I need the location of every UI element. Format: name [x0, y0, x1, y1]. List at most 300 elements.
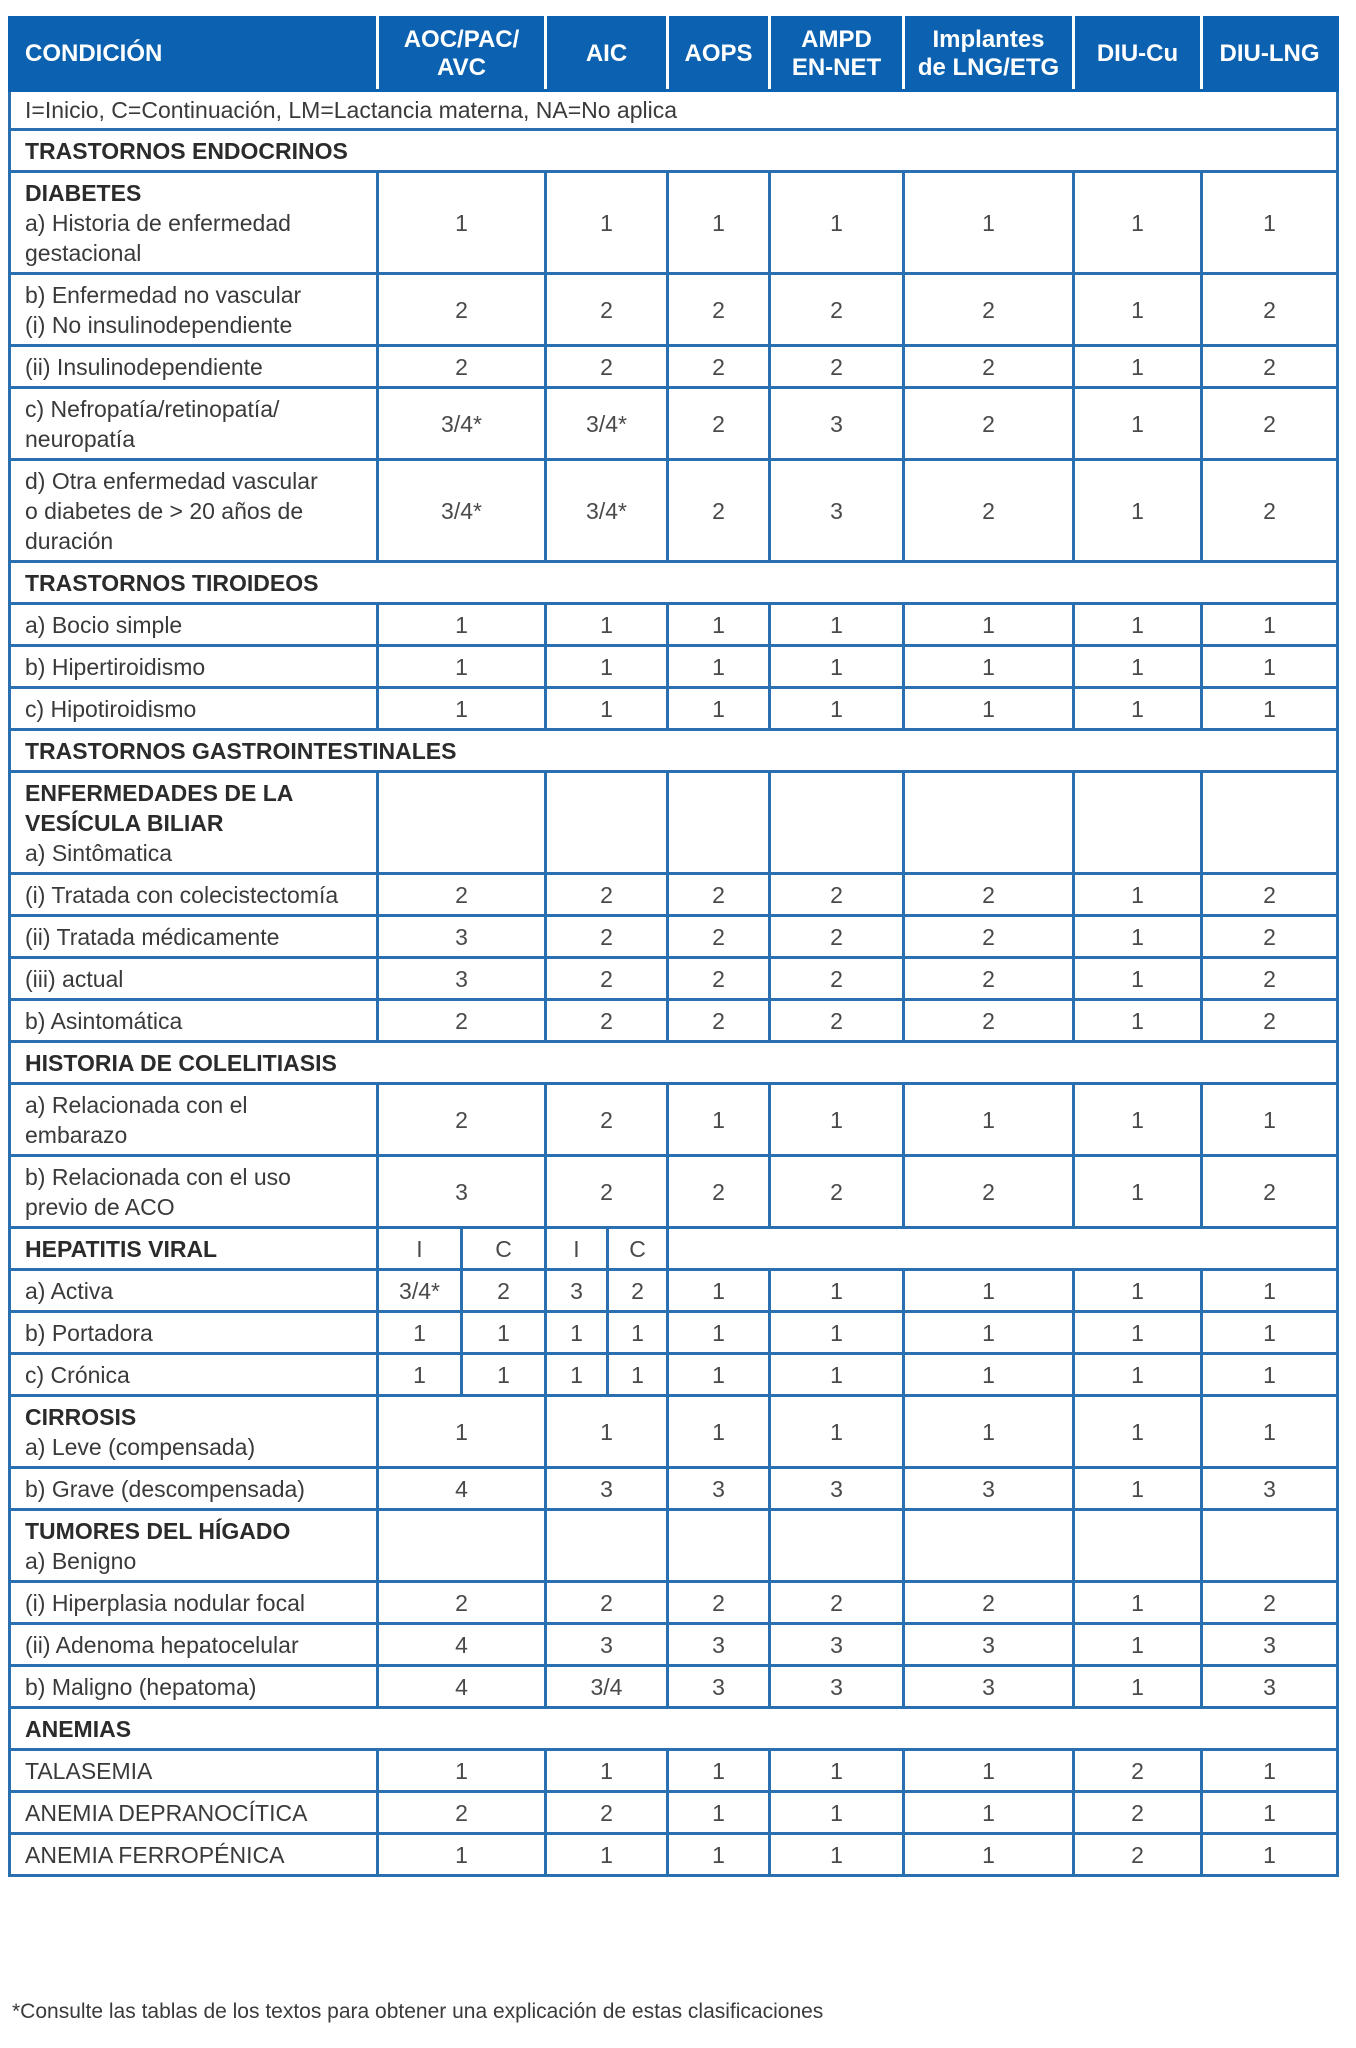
cell-aoc: 2	[378, 1582, 546, 1624]
table-row	[10, 1750, 1338, 1792]
cell-implantes	[904, 772, 1074, 874]
condition-cell	[10, 1156, 378, 1228]
cell-ampd: 2	[770, 958, 904, 1000]
cell-diu-lng: 3	[1202, 1624, 1338, 1666]
cell-diu-cu: 1	[1074, 1156, 1202, 1228]
table-row	[10, 1468, 1338, 1510]
cell-aops: 2	[668, 1582, 770, 1624]
cell-aic: 2	[546, 1582, 668, 1624]
cell-aops: 1	[668, 646, 770, 688]
cell-implantes	[904, 1510, 1074, 1582]
condition-label: b) Relacionada con el uso previo de ACO	[25, 1163, 291, 1220]
cell-aops: 2	[668, 388, 770, 460]
cell-ampd: 2	[770, 1582, 904, 1624]
cell-aops: 1	[668, 1396, 770, 1468]
header-aops: AOPS	[668, 18, 770, 91]
condition-cell	[10, 274, 378, 346]
cell-aops: 1	[668, 172, 770, 274]
cell-diu-cu: 1	[1074, 1396, 1202, 1468]
cell-ampd: 1	[770, 1270, 904, 1312]
section-label: HISTORIA DE COLELITIASIS	[10, 1042, 1338, 1084]
table-row	[10, 460, 1338, 562]
condition-label: c) Hipotiroidismo	[25, 695, 197, 722]
table-row	[10, 688, 1338, 730]
cell-aoc: 2	[378, 1084, 546, 1156]
condition-label: ANEMIA DEPRANOCÍTICA	[25, 1799, 308, 1826]
cell-diu-lng: 2	[1202, 874, 1338, 916]
cell-aoc: 3	[378, 1156, 546, 1228]
subheader-continuacion: C	[462, 1228, 546, 1270]
cell-implantes: 1	[904, 646, 1074, 688]
cell-aops: 1	[668, 1834, 770, 1876]
cell-ampd: 1	[770, 1396, 904, 1468]
cell-diu-cu	[1074, 1510, 1202, 1582]
cell-ampd: 2	[770, 916, 904, 958]
cell-aoc: 2	[378, 1000, 546, 1042]
table-row	[10, 1396, 1338, 1468]
cell-aic: 1	[546, 646, 668, 688]
table-row	[10, 646, 1338, 688]
condition-cell	[10, 1624, 378, 1666]
condition-cell	[10, 1834, 378, 1876]
condition-cell	[10, 958, 378, 1000]
cell-aoc: 1	[378, 172, 546, 274]
cell-aops: 3	[668, 1666, 770, 1708]
cell-aic: 2	[546, 274, 668, 346]
cell-diu-cu: 2	[1074, 1834, 1202, 1876]
cell-aic: 2	[546, 916, 668, 958]
cell-implantes: 2	[904, 958, 1074, 1000]
cell-ampd: 2	[770, 874, 904, 916]
condition-label: (ii) Adenoma hepatocelular	[25, 1631, 299, 1658]
cell-diu-lng: 1	[1202, 1750, 1338, 1792]
cell-aic: 2	[546, 958, 668, 1000]
cell-implantes: 1	[904, 1750, 1074, 1792]
cell-aops: 1	[668, 688, 770, 730]
cell-implantes: 3	[904, 1624, 1074, 1666]
cell-ampd: 1	[770, 688, 904, 730]
cell-aic: 3	[546, 1624, 668, 1666]
table-row	[10, 874, 1338, 916]
cell-implantes: 2	[904, 874, 1074, 916]
cell-aops: 2	[668, 1000, 770, 1042]
cell-aic	[546, 772, 668, 874]
cell-diu-cu: 1	[1074, 1354, 1202, 1396]
condition-cell	[10, 460, 378, 562]
cell-aic: 2	[546, 1084, 668, 1156]
cell-ampd	[770, 772, 904, 874]
cell-ampd: 1	[770, 1354, 904, 1396]
cell-aic: 1	[546, 1834, 668, 1876]
section-row	[10, 130, 1338, 172]
cell-aops: 2	[668, 874, 770, 916]
cell-aoc: 3	[378, 958, 546, 1000]
cell-diu-lng	[1202, 1510, 1338, 1582]
cell-diu-lng: 2	[1202, 460, 1338, 562]
condition-label: (iii) actual	[25, 965, 124, 992]
table-row	[10, 1624, 1338, 1666]
cell-ampd: 3	[770, 1666, 904, 1708]
cell-diu-lng	[1202, 772, 1338, 874]
header-ampd: AMPD EN-NET	[770, 18, 904, 91]
condition-cell	[10, 1582, 378, 1624]
cell-diu-cu: 1	[1074, 688, 1202, 730]
table-row	[10, 346, 1338, 388]
condition-heading: ENFERMEDADES DE LA VESÍCULA BILIAR	[25, 779, 294, 836]
table-row	[10, 1156, 1338, 1228]
cell-implantes: 2	[904, 1000, 1074, 1042]
section-label: TRASTORNOS TIROIDEOS	[10, 562, 1338, 604]
cell-implantes: 3	[904, 1468, 1074, 1510]
cell-aoc: 4	[378, 1624, 546, 1666]
condition-label: (ii) Insulinodependiente	[25, 353, 263, 380]
cell-diu-cu: 2	[1074, 1750, 1202, 1792]
cell-diu-cu: 1	[1074, 1666, 1202, 1708]
condition-cell	[10, 1084, 378, 1156]
section-label: ANEMIAS	[10, 1708, 1338, 1750]
cell-aoc-inicio: 3/4*	[378, 1270, 462, 1312]
cell-aoc: 2	[378, 1792, 546, 1834]
cell-aops: 2	[668, 460, 770, 562]
condition-label: a) Leve (compensada)	[25, 1433, 256, 1460]
cell-implantes: 1	[904, 1792, 1074, 1834]
cell-aoc: 3	[378, 916, 546, 958]
cell-aic: 3/4*	[546, 388, 668, 460]
section-row	[10, 562, 1338, 604]
cell-aic: 3/4	[546, 1666, 668, 1708]
cell-aops: 2	[668, 346, 770, 388]
cell-diu-lng: 2	[1202, 274, 1338, 346]
condition-label: a) Activa	[25, 1277, 114, 1304]
table-row	[10, 274, 1338, 346]
table-row	[10, 388, 1338, 460]
table-row	[10, 958, 1338, 1000]
cell-aic: 1	[546, 1750, 668, 1792]
cell-implantes: 1	[904, 172, 1074, 274]
cell-aic	[546, 1510, 668, 1582]
cell-diu-lng: 2	[1202, 916, 1338, 958]
condition-cell	[10, 604, 378, 646]
cell-aic-inicio: 3	[546, 1270, 608, 1312]
cell-aoc: 4	[378, 1468, 546, 1510]
section-row	[10, 1042, 1338, 1084]
cell-diu-cu: 1	[1074, 172, 1202, 274]
table-row	[10, 1312, 1338, 1354]
condition-cell	[10, 1396, 378, 1468]
condition-cell	[10, 1000, 378, 1042]
cell-ampd: 1	[770, 1834, 904, 1876]
cell-diu-lng: 2	[1202, 958, 1338, 1000]
cell-aoc	[378, 772, 546, 874]
cell-diu-cu: 1	[1074, 274, 1202, 346]
cell-diu-lng: 2	[1202, 346, 1338, 388]
condition-cell	[10, 346, 378, 388]
condition-label: b) Portadora	[25, 1319, 153, 1346]
condition-cell	[10, 1354, 378, 1396]
cell-ampd: 3	[770, 388, 904, 460]
cell-diu-cu: 1	[1074, 1582, 1202, 1624]
condition-label: a) Historia de enfermedad gestacional	[25, 209, 291, 266]
cell-diu-cu: 1	[1074, 1312, 1202, 1354]
cell-ampd: 1	[770, 604, 904, 646]
subheader-inicio: I	[378, 1228, 462, 1270]
condition-label: b) Enfermedad no vascular (i) No insulinodependiente	[25, 281, 302, 338]
cell-aic-continuacion: 1	[608, 1354, 668, 1396]
cell-diu-lng: 3	[1202, 1666, 1338, 1708]
condition-cell	[10, 1792, 378, 1834]
table-row	[10, 1834, 1338, 1876]
table-row	[10, 172, 1338, 274]
header-implantes: Implantes de LNG/ETG	[904, 18, 1074, 91]
condition-cell	[10, 1270, 378, 1312]
empty-cell	[668, 1228, 1338, 1270]
condition-cell	[10, 172, 378, 274]
condition-cell	[10, 688, 378, 730]
cell-ampd: 1	[770, 172, 904, 274]
cell-aops: 2	[668, 916, 770, 958]
condition-label: c) Crónica	[25, 1361, 130, 1388]
cell-implantes: 2	[904, 1156, 1074, 1228]
cell-diu-cu: 1	[1074, 958, 1202, 1000]
cell-diu-lng: 1	[1202, 1312, 1338, 1354]
cell-implantes: 1	[904, 1834, 1074, 1876]
cell-implantes: 2	[904, 274, 1074, 346]
cell-implantes: 2	[904, 346, 1074, 388]
cell-diu-lng: 2	[1202, 388, 1338, 460]
condition-label: a) Relacionada con el embarazo	[25, 1091, 248, 1148]
cell-aops: 2	[668, 958, 770, 1000]
condition-cell	[10, 874, 378, 916]
cell-aops: 1	[668, 1270, 770, 1312]
condition-cell	[10, 772, 378, 874]
condition-label: TALASEMIA	[25, 1757, 153, 1784]
cell-aoc: 3/4*	[378, 388, 546, 460]
condition-label: (ii) Tratada médicamente	[25, 923, 280, 950]
cell-implantes: 2	[904, 388, 1074, 460]
cell-implantes: 1	[904, 604, 1074, 646]
cell-aoc-continuacion: 1	[462, 1312, 546, 1354]
cell-diu-lng: 2	[1202, 1156, 1338, 1228]
table-row	[10, 1354, 1338, 1396]
cell-diu-cu: 1	[1074, 1000, 1202, 1042]
table-row	[10, 1510, 1338, 1582]
cell-aoc: 2	[378, 874, 546, 916]
header-aoc: AOC/PAC/ AVC	[378, 18, 546, 91]
cell-ampd: 2	[770, 1156, 904, 1228]
cell-aoc	[378, 1510, 546, 1582]
cell-diu-lng: 1	[1202, 688, 1338, 730]
cell-diu-lng: 1	[1202, 604, 1338, 646]
cell-diu-lng: 1	[1202, 1270, 1338, 1312]
table-body	[10, 91, 1338, 1876]
cell-aops: 2	[668, 1156, 770, 1228]
table-row	[10, 1792, 1338, 1834]
cell-aic-inicio: 1	[546, 1354, 608, 1396]
table-row	[10, 1666, 1338, 1708]
cell-implantes: 1	[904, 1084, 1074, 1156]
cell-diu-cu: 1	[1074, 1270, 1202, 1312]
section-label: HEPATITIS VIRAL	[10, 1228, 378, 1270]
subheader-continuacion: C	[608, 1228, 668, 1270]
condition-label: (i) Tratada con colecistectomía	[25, 881, 339, 908]
cell-ampd: 3	[770, 1624, 904, 1666]
cell-ampd: 1	[770, 1084, 904, 1156]
mec-table	[8, 16, 1339, 1877]
condition-label: c) Nefropatía/retinopatía/ neuropatía	[25, 395, 280, 452]
cell-ampd: 3	[770, 460, 904, 562]
cell-aic: 1	[546, 688, 668, 730]
header-condicion: CONDICIÓN	[10, 18, 378, 91]
cell-aops: 1	[668, 1354, 770, 1396]
cell-aic: 2	[546, 874, 668, 916]
cell-aoc: 1	[378, 688, 546, 730]
condition-cell	[10, 646, 378, 688]
cell-ampd: 1	[770, 646, 904, 688]
cell-aops: 1	[668, 604, 770, 646]
section-label: TRASTORNOS GASTROINTESTINALES	[10, 730, 1338, 772]
table-row	[10, 1270, 1338, 1312]
condition-label: (i) Hiperplasia nodular focal	[25, 1589, 305, 1616]
cell-ampd: 2	[770, 1000, 904, 1042]
cell-aops: 1	[668, 1312, 770, 1354]
section-row	[10, 730, 1338, 772]
cell-implantes: 2	[904, 916, 1074, 958]
cell-diu-lng: 1	[1202, 1792, 1338, 1834]
cell-aic: 1	[546, 604, 668, 646]
cell-ampd: 2	[770, 274, 904, 346]
cell-aic-continuacion: 2	[608, 1270, 668, 1312]
cell-diu-cu: 1	[1074, 460, 1202, 562]
cell-diu-lng: 2	[1202, 1000, 1338, 1042]
cell-diu-cu: 2	[1074, 1792, 1202, 1834]
condition-cell	[10, 1750, 378, 1792]
cell-diu-cu: 1	[1074, 388, 1202, 460]
cell-aic: 3	[546, 1468, 668, 1510]
cell-implantes: 1	[904, 1354, 1074, 1396]
cell-ampd: 2	[770, 346, 904, 388]
cell-implantes: 3	[904, 1666, 1074, 1708]
header-row	[10, 18, 1338, 91]
cell-aic-inicio: 1	[546, 1312, 608, 1354]
condition-cell	[10, 388, 378, 460]
cell-diu-cu: 1	[1074, 1624, 1202, 1666]
cell-ampd: 1	[770, 1312, 904, 1354]
table-row	[10, 1000, 1338, 1042]
footnote: *Consulte las tablas de los textos para obtener una explicación de estas clasificaciones	[12, 2000, 824, 2023]
cell-aic: 1	[546, 1396, 668, 1468]
cell-diu-cu	[1074, 772, 1202, 874]
cell-aic: 2	[546, 1792, 668, 1834]
table-row	[10, 1582, 1338, 1624]
header-diu-cu: DIU-Cu	[1074, 18, 1202, 91]
cell-ampd: 1	[770, 1792, 904, 1834]
cell-aops	[668, 1510, 770, 1582]
condition-label: d) Otra enfermedad vascular o diabetes de > 20 años de duración	[25, 467, 318, 554]
cell-aops: 3	[668, 1468, 770, 1510]
cell-aic: 3/4*	[546, 460, 668, 562]
hepatitis-header-row	[10, 1228, 1338, 1270]
cell-aoc-continuacion: 2	[462, 1270, 546, 1312]
cell-aoc: 2	[378, 274, 546, 346]
cell-aoc: 3/4*	[378, 460, 546, 562]
cell-aoc: 1	[378, 1396, 546, 1468]
condition-label: b) Hipertiroidismo	[25, 653, 206, 680]
cell-implantes: 2	[904, 1582, 1074, 1624]
cell-aops: 1	[668, 1792, 770, 1834]
table-row	[10, 916, 1338, 958]
condition-label: a) Benigno	[25, 1547, 137, 1574]
cell-aoc: 1	[378, 1750, 546, 1792]
cell-aic-continuacion: 1	[608, 1312, 668, 1354]
cell-diu-lng: 2	[1202, 1582, 1338, 1624]
table-row	[10, 772, 1338, 874]
cell-aic: 2	[546, 1156, 668, 1228]
condition-cell	[10, 1666, 378, 1708]
cell-ampd	[770, 1510, 904, 1582]
cell-diu-cu: 1	[1074, 874, 1202, 916]
cell-aops: 1	[668, 1750, 770, 1792]
cell-aic: 2	[546, 346, 668, 388]
section-label: TRASTORNOS ENDOCRINOS	[10, 130, 1338, 172]
header-diu-lng: DIU-LNG	[1202, 18, 1338, 91]
cell-diu-cu: 1	[1074, 916, 1202, 958]
cell-implantes: 1	[904, 1396, 1074, 1468]
cell-implantes: 1	[904, 1270, 1074, 1312]
table-row	[10, 604, 1338, 646]
condition-label: ANEMIA FERROPÉNICA	[25, 1841, 285, 1868]
cell-aic: 2	[546, 1000, 668, 1042]
cell-diu-cu: 1	[1074, 604, 1202, 646]
condition-label: b) Maligno (hepatoma)	[25, 1673, 257, 1700]
condition-cell	[10, 916, 378, 958]
cell-ampd: 1	[770, 1750, 904, 1792]
condition-label: a) Bocio simple	[25, 611, 183, 638]
cell-aoc: 1	[378, 646, 546, 688]
cell-diu-lng: 1	[1202, 172, 1338, 274]
condition-heading: DIABETES	[25, 179, 142, 206]
cell-aoc: 1	[378, 1834, 546, 1876]
cell-aic: 1	[546, 172, 668, 274]
cell-diu-lng: 1	[1202, 1834, 1338, 1876]
cell-implantes: 1	[904, 688, 1074, 730]
cell-aops: 3	[668, 1624, 770, 1666]
cell-aoc-inicio: 1	[378, 1312, 462, 1354]
cell-aops: 2	[668, 274, 770, 346]
legend-text: I=Inicio, C=Continuación, LM=Lactancia materna, NA=No aplica	[10, 91, 1338, 130]
cell-aoc-continuacion: 1	[462, 1354, 546, 1396]
cell-ampd: 3	[770, 1468, 904, 1510]
cell-aoc: 2	[378, 346, 546, 388]
condition-cell	[10, 1312, 378, 1354]
cell-diu-cu: 1	[1074, 1084, 1202, 1156]
cell-diu-lng: 1	[1202, 1396, 1338, 1468]
cell-diu-lng: 1	[1202, 1354, 1338, 1396]
condition-label: b) Asintomática	[25, 1007, 183, 1034]
table-header	[10, 18, 1338, 91]
cell-diu-lng: 1	[1202, 1084, 1338, 1156]
condition-label: b) Grave (descompensada)	[25, 1475, 305, 1502]
subheader-inicio: I	[546, 1228, 608, 1270]
cell-aoc: 1	[378, 604, 546, 646]
cell-diu-lng: 3	[1202, 1468, 1338, 1510]
condition-heading: TUMORES DEL HÍGADO	[25, 1517, 291, 1544]
cell-diu-cu: 1	[1074, 1468, 1202, 1510]
cell-aops	[668, 772, 770, 874]
table-row	[10, 1084, 1338, 1156]
cell-aoc: 4	[378, 1666, 546, 1708]
cell-implantes: 2	[904, 460, 1074, 562]
condition-heading: CIRROSIS	[25, 1403, 137, 1430]
